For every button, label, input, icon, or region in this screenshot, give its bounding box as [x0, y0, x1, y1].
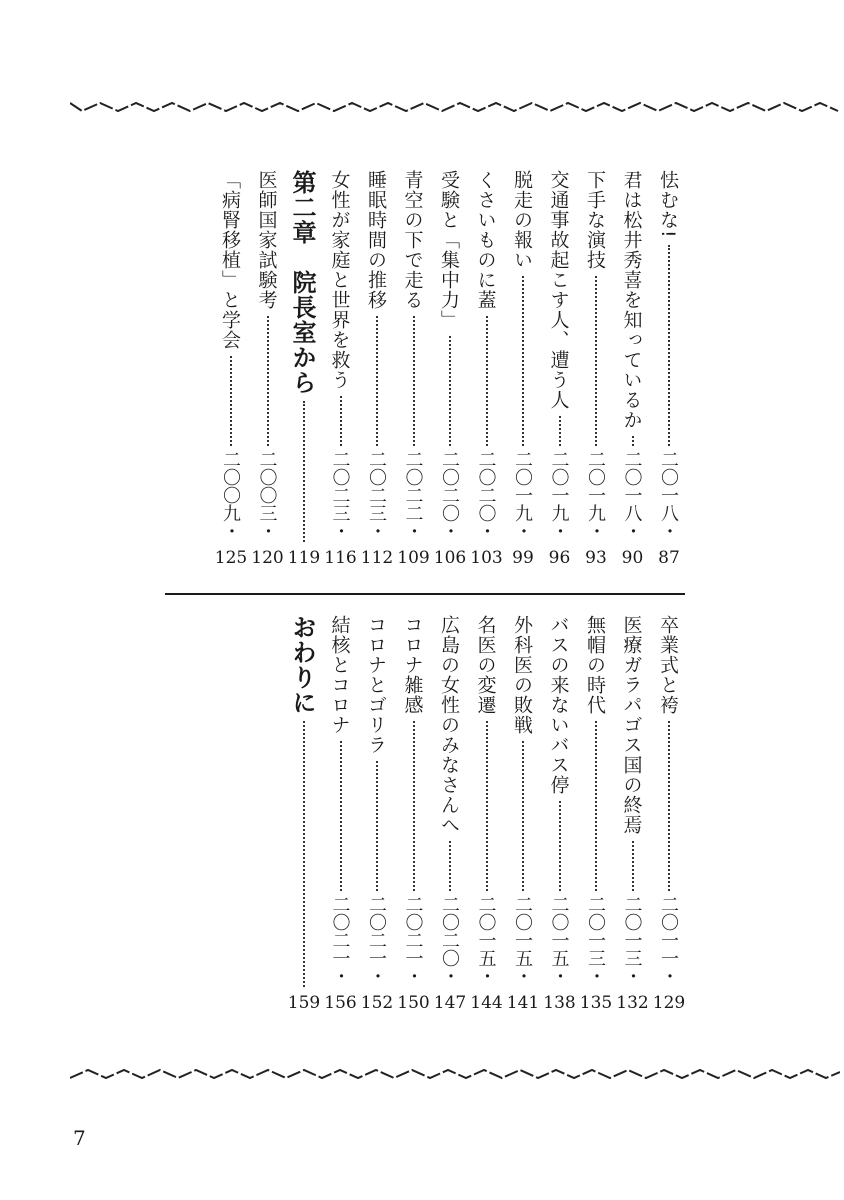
bottom-wave-line	[70, 1070, 840, 1078]
toc-entry-column	[395, 170, 433, 570]
toc-leader-dots	[486, 316, 488, 446]
toc-entry-page: 90	[621, 548, 644, 568]
toc-entry-title: コロナとゴリラ	[365, 615, 387, 755]
toc-entry-title: 交通事故起こす人、遭う人	[547, 170, 570, 410]
toc-entry-title: 怯むな!	[657, 170, 679, 239]
toc-leader-dots	[376, 761, 378, 891]
toc-leader-dots	[303, 721, 305, 987]
toc-entry-year: 二〇二〇・	[475, 450, 497, 540]
toc-entry-column	[395, 615, 433, 1015]
toc-entry-title: 君は松井秀喜を知っているか	[620, 170, 643, 430]
toc-entry-title: おわりに	[288, 615, 316, 715]
toc-entry-year: 二〇二一・	[366, 895, 387, 985]
toc-entry-title: 医療ガラパゴス国の終焉	[620, 615, 643, 835]
toc-leader-dots	[668, 721, 670, 891]
toc-entry-title: 無帽の時代	[584, 615, 606, 715]
toc-leader-dots	[559, 801, 561, 891]
toc-entry-page: 141	[506, 993, 540, 1013]
toc-leader-dots	[632, 841, 634, 891]
toc-entry-year: 二〇二三・	[366, 450, 387, 540]
toc-leader-dots	[340, 741, 342, 891]
toc-entry-year: 二〇一八・	[658, 450, 679, 540]
toc-leader-dots	[522, 741, 524, 891]
toc-entry-page: 132	[616, 993, 649, 1013]
toc-leader-dots	[595, 721, 597, 891]
toc-entry-year: 二〇一五・	[475, 895, 497, 985]
toc-entry-column	[468, 170, 506, 570]
toc-entry-year: 二〇二二・	[402, 450, 424, 540]
toc-entry-page: 112	[360, 548, 394, 568]
toc-leader-dots	[413, 316, 415, 446]
toc-leader-dots	[668, 245, 670, 446]
toc-entry-page: 135	[579, 993, 613, 1013]
toc-chapter-column	[285, 170, 323, 570]
toc-entry-column	[650, 170, 688, 570]
toc-leader-dots	[595, 276, 597, 446]
toc-leader-dots	[449, 841, 451, 891]
toc-entry-column	[322, 615, 360, 1015]
toc-entry-column	[577, 615, 615, 1015]
toc-entry-page: 116	[324, 548, 357, 568]
toc-entry-page: 129	[652, 993, 686, 1013]
toc-leader-dots	[413, 721, 415, 891]
toc-entry-column	[358, 615, 396, 1015]
toc-entry-title: 広島の女性のみなさんへ	[438, 615, 460, 835]
toc-entry-column	[614, 170, 652, 570]
toc-entry-year: 二〇二〇・	[439, 450, 460, 540]
toc-entry-page: 156	[324, 993, 357, 1013]
toc-entry-title: 医師国家試験考	[255, 170, 278, 310]
page-number: 7	[73, 1126, 86, 1150]
toc-entry-year: 二〇〇三・	[256, 450, 278, 540]
toc-entry-page: 96	[548, 548, 571, 568]
toc-leader-dots	[486, 721, 488, 891]
toc-entry-page: 125	[214, 548, 248, 568]
toc-entry-year: 二〇〇九・	[220, 450, 241, 540]
toc-entry-column	[577, 170, 615, 570]
toc-leader-dots	[522, 276, 524, 446]
toc-entry-page: 109	[397, 548, 430, 568]
toc-entry-page: 106	[433, 548, 467, 568]
toc-entry-title: 睡眠時間の推移	[365, 170, 387, 310]
toc-entry-column	[431, 615, 469, 1015]
toc-entry-year: 二〇一九・	[512, 450, 533, 540]
top-wave-border	[70, 95, 840, 125]
toc-entry-column	[541, 615, 579, 1015]
toc-section-1	[150, 170, 690, 570]
toc-entry-column	[358, 170, 396, 570]
toc-leader-dots	[230, 356, 232, 446]
toc-leader-dots	[559, 416, 561, 446]
toc-entry-column	[249, 170, 287, 570]
toc-entry-title: 第二章 院長室から	[288, 170, 316, 395]
toc-entry-page: 138	[543, 993, 576, 1013]
toc-entry-page: 159	[287, 993, 321, 1013]
toc-entry-page: 147	[433, 993, 467, 1013]
toc-entry-year: 二〇二一・	[402, 895, 424, 985]
toc-entry-year: 二〇一一・	[658, 895, 679, 985]
toc-entry-column	[504, 615, 542, 1015]
toc-entry-column	[650, 615, 688, 1015]
toc-entry-page: 152	[360, 993, 394, 1013]
toc-entry-page: 119	[287, 548, 321, 568]
toc-entry-title: 女性が家庭と世界を救う	[328, 170, 351, 390]
toc-entry-page: 150	[397, 993, 430, 1013]
toc-entry-title: コロナ雑感	[401, 615, 424, 715]
toc-entry-title: くさいものに蓋	[474, 170, 497, 310]
toc-leader-dots	[449, 336, 451, 446]
toc-entry-year: 二〇一三・	[585, 895, 606, 985]
toc-entry-title: 外科医の敗戦	[511, 615, 533, 735]
toc-leader-dots	[267, 316, 269, 446]
toc-entry-column	[614, 615, 652, 1015]
toc-entry-page: 99	[512, 548, 534, 568]
toc-leader-dots	[303, 401, 305, 542]
toc-entry-title: 受験と「集中力」	[438, 170, 460, 330]
toc-entry-year: 二〇二三・	[329, 450, 351, 540]
section-divider	[165, 593, 685, 595]
toc-entry-page: 144	[470, 993, 503, 1013]
toc-entry-year: 二〇一五・	[512, 895, 533, 985]
toc-entry-title: 名医の変遷	[474, 615, 497, 715]
toc-entry-column	[322, 170, 360, 570]
toc-entry-column	[468, 615, 506, 1015]
toc-entry-year: 二〇一五・	[548, 895, 570, 985]
toc-chapter-column	[285, 615, 323, 1015]
toc-entry-year: 二〇二一・	[329, 895, 351, 985]
toc-entry-title: 青空の下で走る	[401, 170, 424, 310]
toc-entry-column	[431, 170, 469, 570]
toc-entry-column	[504, 170, 542, 570]
toc-entry-page: 93	[585, 548, 607, 568]
toc-entry-title: 結核とコロナ	[328, 615, 351, 735]
toc-leader-dots	[376, 316, 378, 446]
bottom-wave-border	[70, 1060, 840, 1090]
toc-entry-page: 120	[251, 548, 284, 568]
toc-entry-column	[212, 170, 250, 570]
toc-entry-title: 下手な演技	[584, 170, 606, 270]
toc-entry-year: 二〇一九・	[548, 450, 570, 540]
top-wave-line	[70, 103, 838, 111]
toc-section-2	[150, 615, 690, 1015]
toc-entry-page: 87	[658, 548, 680, 568]
toc-entry-title: バスの来ないバス停	[547, 615, 570, 795]
toc-leader-dots	[632, 436, 634, 446]
toc-entry-title: 脱走の報い	[511, 170, 533, 270]
toc-entry-year: 二〇一三・	[621, 895, 643, 985]
toc-entry-page: 103	[470, 548, 503, 568]
toc-entry-title: 卒業式と袴	[657, 615, 679, 715]
toc-entry-year: 二〇一八・	[621, 450, 643, 540]
toc-entry-year: 二〇二〇・	[439, 895, 460, 985]
toc-entry-year: 二〇一九・	[585, 450, 606, 540]
toc-leader-dots	[340, 396, 342, 446]
toc-entry-title: 「病腎移植」と学会	[219, 170, 241, 350]
toc-entry-column	[541, 170, 579, 570]
